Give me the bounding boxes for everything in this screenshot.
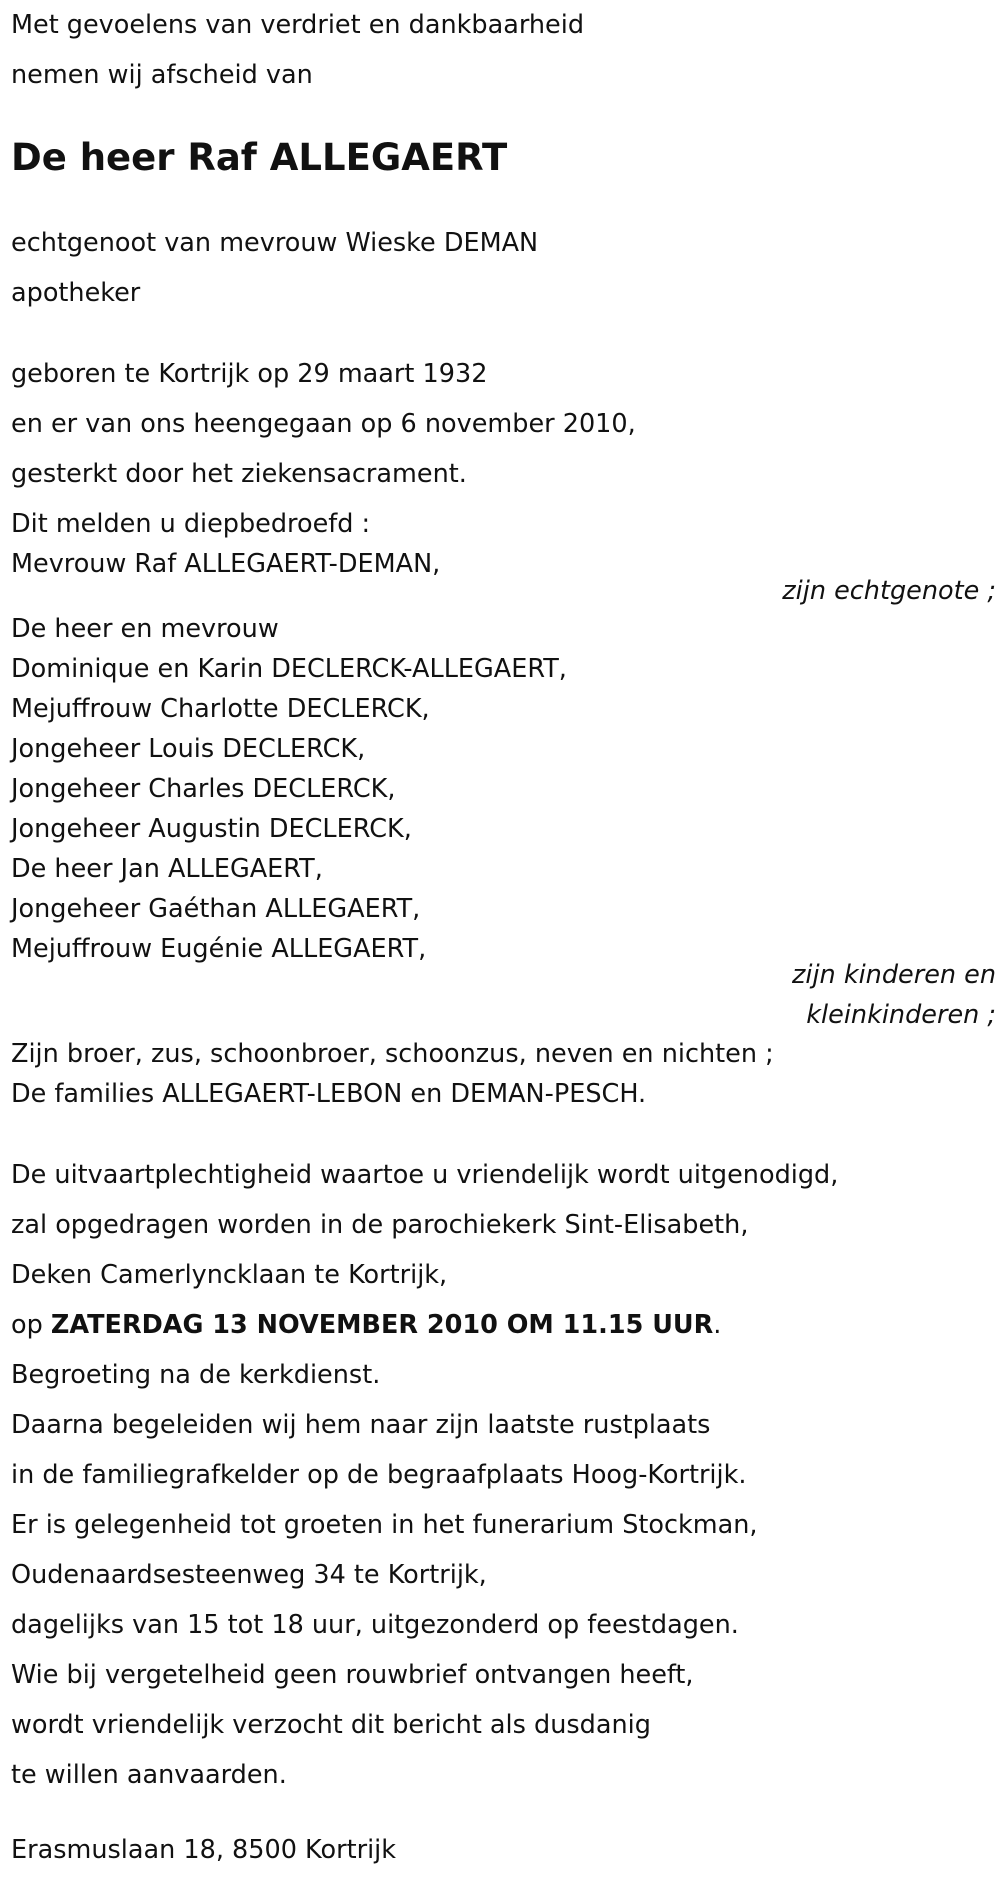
children-line-6: Jongeheer Augustin DECLERCK,	[11, 814, 412, 844]
children-line-3: Mejuffrouw Charlotte DECLERCK,	[11, 694, 430, 724]
sacrament-line: gesterkt door het ziekensacrament.	[11, 459, 467, 489]
ceremony-line-7: Er is gelegenheid tot groeten in het funerarium Stockman,	[11, 1510, 758, 1540]
announce-intro: Dit melden u diepbedroefd :	[11, 509, 371, 539]
children-line-7: De heer Jan ALLEGAERT,	[11, 854, 323, 884]
relation-line: echtgenoot van mevrouw Wieske DEMAN	[11, 228, 539, 258]
birth-line: geboren te Kortrijk op 29 maart 1932	[11, 359, 488, 389]
spouse-role: zijn echtgenote ;	[782, 576, 996, 606]
date-prefix: op	[11, 1310, 43, 1340]
family-line-1: Zijn broer, zus, schoonbroer, schoonzus, neven en nichten ;	[11, 1039, 774, 1069]
intro-line-2: nemen wij afscheid van	[11, 60, 313, 90]
ceremony-date-line	[11, 1310, 721, 1340]
ceremony-line-5: Daarna begeleiden wij hem naar zijn laatste rustplaats	[11, 1410, 711, 1440]
children-role-line-2: kleinkinderen ;	[806, 1000, 996, 1030]
ceremony-date: ZATERDAG 13 NOVEMBER 2010 OM 11.15 UUR	[50, 1310, 714, 1340]
deceased-name: De heer Raf ALLEGAERT	[11, 136, 508, 179]
ceremony-line-2: zal opgedragen worden in de parochiekerk Sint-Elisabeth,	[11, 1210, 749, 1240]
intro-line-1: Met gevoelens van verdriet en dankbaarheid	[11, 10, 585, 40]
children-line-5: Jongeheer Charles DECLERCK,	[11, 774, 396, 804]
ceremony-line-3: Deken Camerlyncklaan te Kortrijk,	[11, 1260, 448, 1290]
ceremony-line-12: te willen aanvaarden.	[11, 1760, 287, 1790]
children-role-line-1: zijn kinderen en	[792, 960, 996, 990]
death-line: en er van ons heengegaan op 6 november 2010,	[11, 409, 636, 439]
ceremony-line-4: Begroeting na de kerkdienst.	[11, 1360, 381, 1390]
ceremony-line-8: Oudenaardsesteenweg 34 te Kortrijk,	[11, 1560, 487, 1590]
address: Erasmuslaan 18, 8500 Kortrijk	[11, 1835, 397, 1865]
ceremony-line-10: Wie bij vergetelheid geen rouwbrief ontvangen heeft,	[11, 1660, 694, 1690]
spouse-name: Mevrouw Raf ALLEGAERT-DEMAN,	[11, 549, 441, 579]
ceremony-line-11: wordt vriendelijk verzocht dit bericht als dusdanig	[11, 1710, 651, 1740]
profession-line: apotheker	[11, 278, 141, 308]
ceremony-line-1: De uitvaartplechtigheid waartoe u vriendelijk wordt uitgenodigd,	[11, 1160, 839, 1190]
children-line-2: Dominique en Karin DECLERCK-ALLEGAERT,	[11, 654, 567, 684]
ceremony-line-6: in de familiegrafkelder op de begraafplaats Hoog-Kortrijk.	[11, 1460, 747, 1490]
children-line-4: Jongeheer Louis DECLERCK,	[11, 734, 366, 764]
children-line-9: Mejuffrouw Eugénie ALLEGAERT,	[11, 934, 427, 964]
date-suffix: .	[713, 1310, 722, 1340]
family-line-2: De families ALLEGAERT-LEBON en DEMAN-PESCH.	[11, 1079, 647, 1109]
ceremony-line-9: dagelijks van 15 tot 18 uur, uitgezonderd op feestdagen.	[11, 1610, 739, 1640]
children-line-8: Jongeheer Gaéthan ALLEGAERT,	[11, 894, 421, 924]
children-line-1: De heer en mevrouw	[11, 614, 279, 644]
